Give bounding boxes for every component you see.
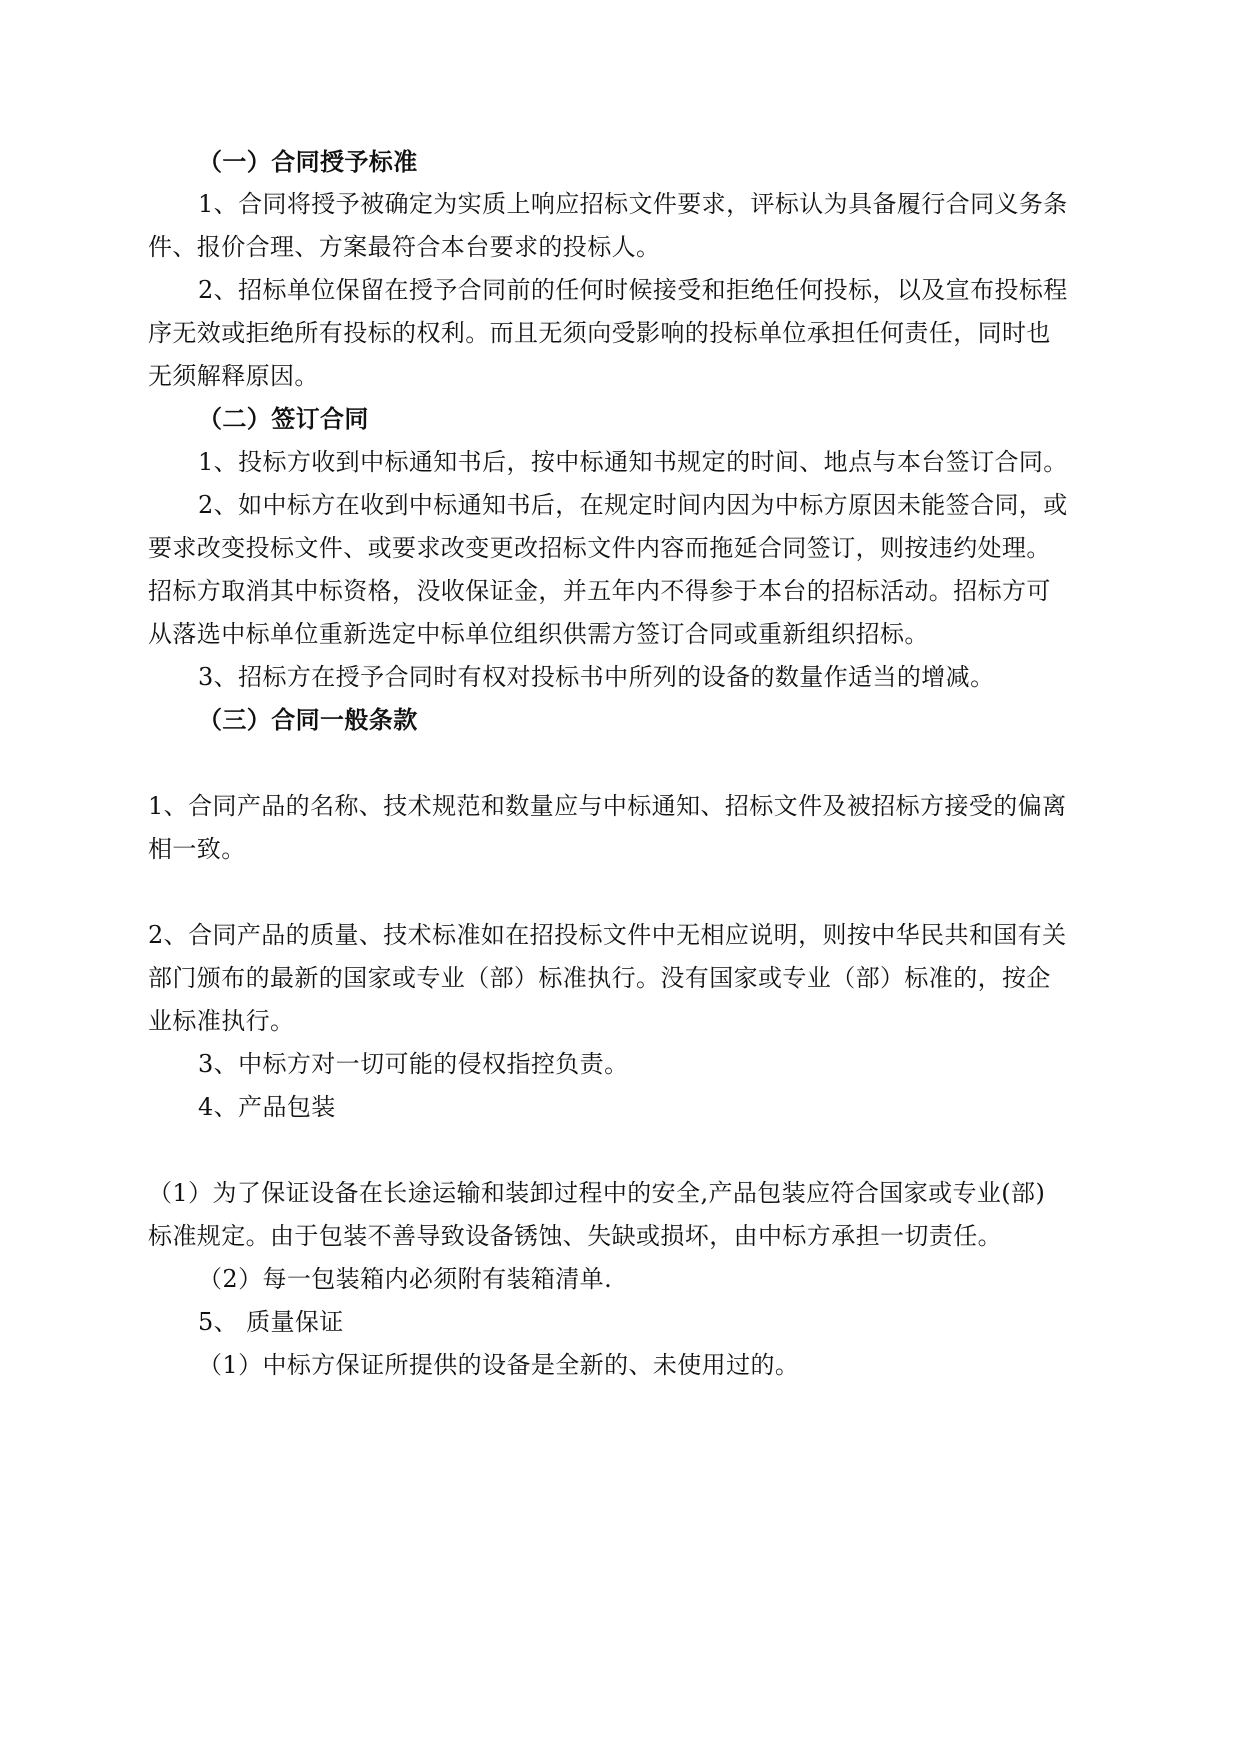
paragraph-line: 件、报价合理、方案最符合本台要求的投标人。 <box>148 233 661 261</box>
section-heading-contract-award: （一）合同授予标准 <box>198 148 418 176</box>
paragraph-line: 招标方取消其中标资格，没收保证金，并五年内不得参于本台的招标活动。招标方可 <box>148 577 1051 605</box>
paragraph-line: （1）中标方保证所提供的设备是全新的、未使用过的。 <box>198 1351 800 1379</box>
section-heading-general-terms: （三）合同一般条款 <box>198 706 418 734</box>
paragraph-line: 序无效或拒绝所有投标的权利。而且无须向受影响的投标单位承担任何责任，同时也 <box>148 319 1051 347</box>
paragraph-line: （2）每一包装箱内必须附有装箱清单. <box>198 1265 613 1293</box>
paragraph-line: 标准规定。由于包装不善导致设备锈蚀、失缺或损坏，由中标方承担一切责任。 <box>148 1222 1002 1250</box>
paragraph-line: （1）为了保证设备在长途运输和装卸过程中的安全,产品包装应符合国家或专业(部) <box>148 1179 1046 1207</box>
paragraph-line: 从落选中标单位重新选定中标单位组织供需方签订合同或重新组织招标。 <box>148 620 929 648</box>
paragraph-line: 2、合同产品的质量、技术标准如在招投标文件中无相应说明，则按中华民共和国有关 <box>148 921 1067 949</box>
paragraph-line: 3、招标方在授予合同时有权对投标书中所列的设备的数量作适当的增减。 <box>198 663 995 691</box>
paragraph-line: 相一致。 <box>148 835 246 863</box>
paragraph-line: 2、招标单位保留在授予合同前的任何时候接受和拒绝任何投标，以及宣布投标程 <box>198 276 1068 304</box>
paragraph-line: 业标准执行。 <box>148 1007 295 1035</box>
paragraph-line: 1、合同产品的名称、技术规范和数量应与中标通知、招标文件及被招标方接受的偏离 <box>148 792 1067 820</box>
paragraph-line: 2、如中标方在收到中标通知书后，在规定时间内因为中标方原因未能签合同，或 <box>198 491 1068 519</box>
paragraph-line: 无须解释原因。 <box>148 362 319 390</box>
paragraph-line: 部门颁布的最新的国家或专业（部）标准执行。没有国家或专业（部）标准的，按企 <box>148 964 1051 992</box>
section-heading-sign-contract: （二）签订合同 <box>198 405 369 433</box>
paragraph-line: 5、 质量保证 <box>198 1308 344 1336</box>
paragraph-line: 3、中标方对一切可能的侵权指控负责。 <box>198 1050 629 1078</box>
paragraph-line: 要求改变投标文件、或要求改变更改招标文件内容而拖延合同签订，则按违约处理。 <box>148 534 1051 562</box>
paragraph-line: 1、投标方收到中标通知书后，按中标通知书规定的时间、地点与本台签订合同。 <box>198 448 1068 476</box>
paragraph-line: 1、合同将授予被确定为实质上响应招标文件要求，评标认为具备履行合同义务条 <box>198 190 1068 218</box>
paragraph-line: 4、产品包装 <box>198 1093 336 1121</box>
